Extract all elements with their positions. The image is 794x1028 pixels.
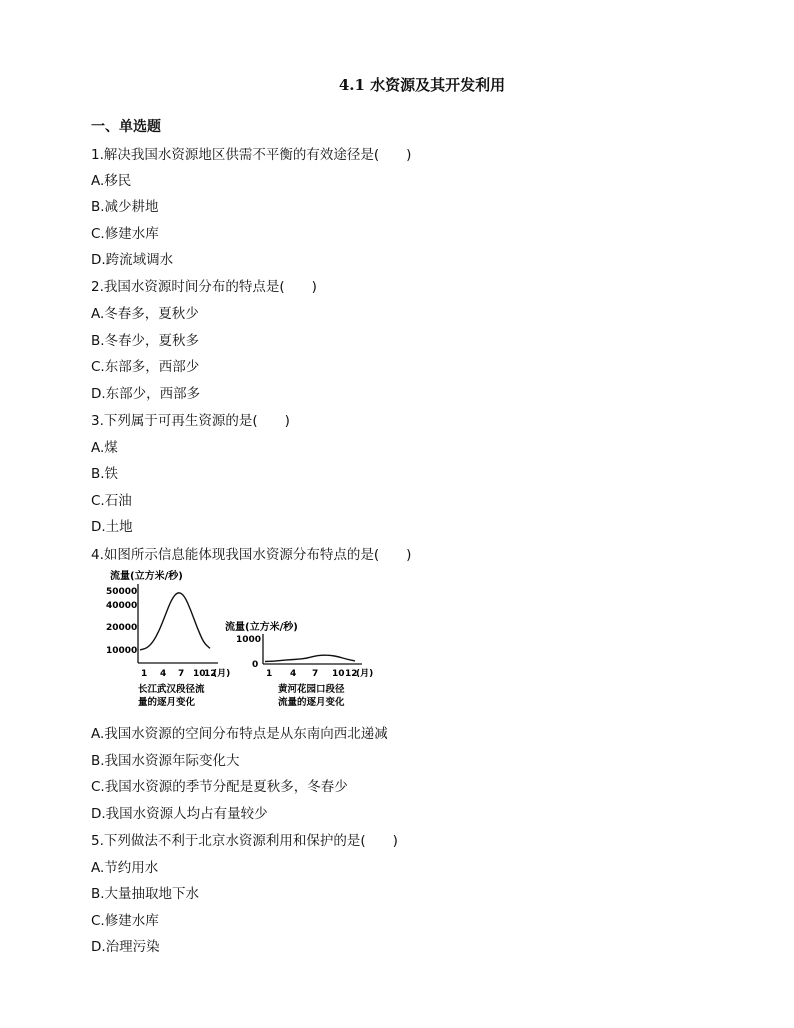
- chart2-xtick: 1: [266, 669, 273, 679]
- chart1-ylabel: 流量(立方米/秒): [110, 571, 183, 582]
- question-stem: 4.如图所示信息能体现我国水资源分布特点的是( ): [91, 547, 412, 563]
- chart1-ytick: 40000: [106, 601, 138, 611]
- chart2-ytick: 0: [252, 660, 259, 670]
- option-d: D.治理污染: [91, 939, 160, 955]
- option-b: B.铁: [91, 466, 119, 482]
- chart2-caption: 黄河花园口段径: [278, 684, 345, 695]
- chart2-xtick: 10: [332, 669, 345, 679]
- option-d: D.土地: [91, 519, 133, 535]
- chart1-xtick: 12: [204, 669, 217, 679]
- option-b: B.我国水资源年际变化大: [91, 753, 240, 769]
- chart-yangtze: [106, 569, 230, 708]
- option-c: C.修建水库: [91, 913, 159, 929]
- option-b: B.减少耕地: [91, 199, 159, 215]
- option-d: D.我国水资源人均占有量较少: [91, 806, 268, 822]
- chart1-xunit: (月): [213, 669, 231, 679]
- option-a: A.冬春多，夏秋少: [91, 306, 199, 322]
- option-a: A.我国水资源的空间分布特点是从东南向西北递减: [91, 726, 388, 742]
- chart-yellow-river: [225, 620, 373, 708]
- chart1-ytick: 10000: [106, 646, 138, 656]
- chart2-series-line: [265, 655, 355, 661]
- option-d: D.跨流域调水: [91, 252, 174, 268]
- option-a: A.移民: [91, 173, 132, 189]
- chart1-xtick: 10: [193, 669, 206, 679]
- chart1-caption: 长江武汉段径流: [138, 684, 205, 695]
- chart1-ytick: 50000: [106, 587, 138, 597]
- chart2-caption: 流量的逐月变化: [278, 697, 345, 708]
- chart1-xtick: 4: [160, 669, 167, 679]
- chart1-xtick: 7: [178, 669, 185, 679]
- chart1-series-line: [140, 593, 210, 650]
- question-stem: 1.解决我国水资源地区供需不平衡的有效途径是( ): [91, 147, 412, 163]
- question-stem: 2.我国水资源时间分布的特点是( ): [91, 279, 317, 295]
- chart2-xtick: 12: [345, 669, 358, 679]
- option-a: A.煤: [91, 440, 118, 456]
- chart1-xtick: 1: [141, 669, 148, 679]
- chart1-caption: 量的逐月变化: [138, 697, 196, 708]
- section-heading: 一、单选题: [91, 119, 161, 135]
- chart1-ytick: 20000: [106, 623, 138, 633]
- option-c: C.石油: [91, 493, 132, 509]
- chart2-ylabel: 流量(立方米/秒): [225, 622, 298, 633]
- chart2-xtick: 7: [312, 669, 319, 679]
- option-c: C.东部多，西部少: [91, 359, 200, 375]
- option-c: C.我国水资源的季节分配是夏秋多，冬春少: [91, 779, 348, 795]
- option-b: B.大量抽取地下水: [91, 886, 200, 902]
- chart2-xunit: (月): [356, 669, 374, 679]
- question-stem: 5.下列做法不利于北京水资源利用和保护的是( ): [91, 833, 398, 849]
- chart2-xtick: 4: [290, 669, 297, 679]
- chart2-ytick: 1000: [236, 635, 262, 645]
- option-a: A.节约用水: [91, 860, 159, 876]
- page-title: 4.1 水资源及其开发利用: [338, 76, 506, 94]
- question-stem: 3.下列属于可再生资源的是( ): [91, 413, 290, 429]
- option-c: C.修建水库: [91, 226, 159, 242]
- option-b: B.冬春少，夏秋多: [91, 333, 200, 349]
- runoff-figure: [100, 566, 400, 716]
- option-d: D.东部少，西部多: [91, 386, 201, 402]
